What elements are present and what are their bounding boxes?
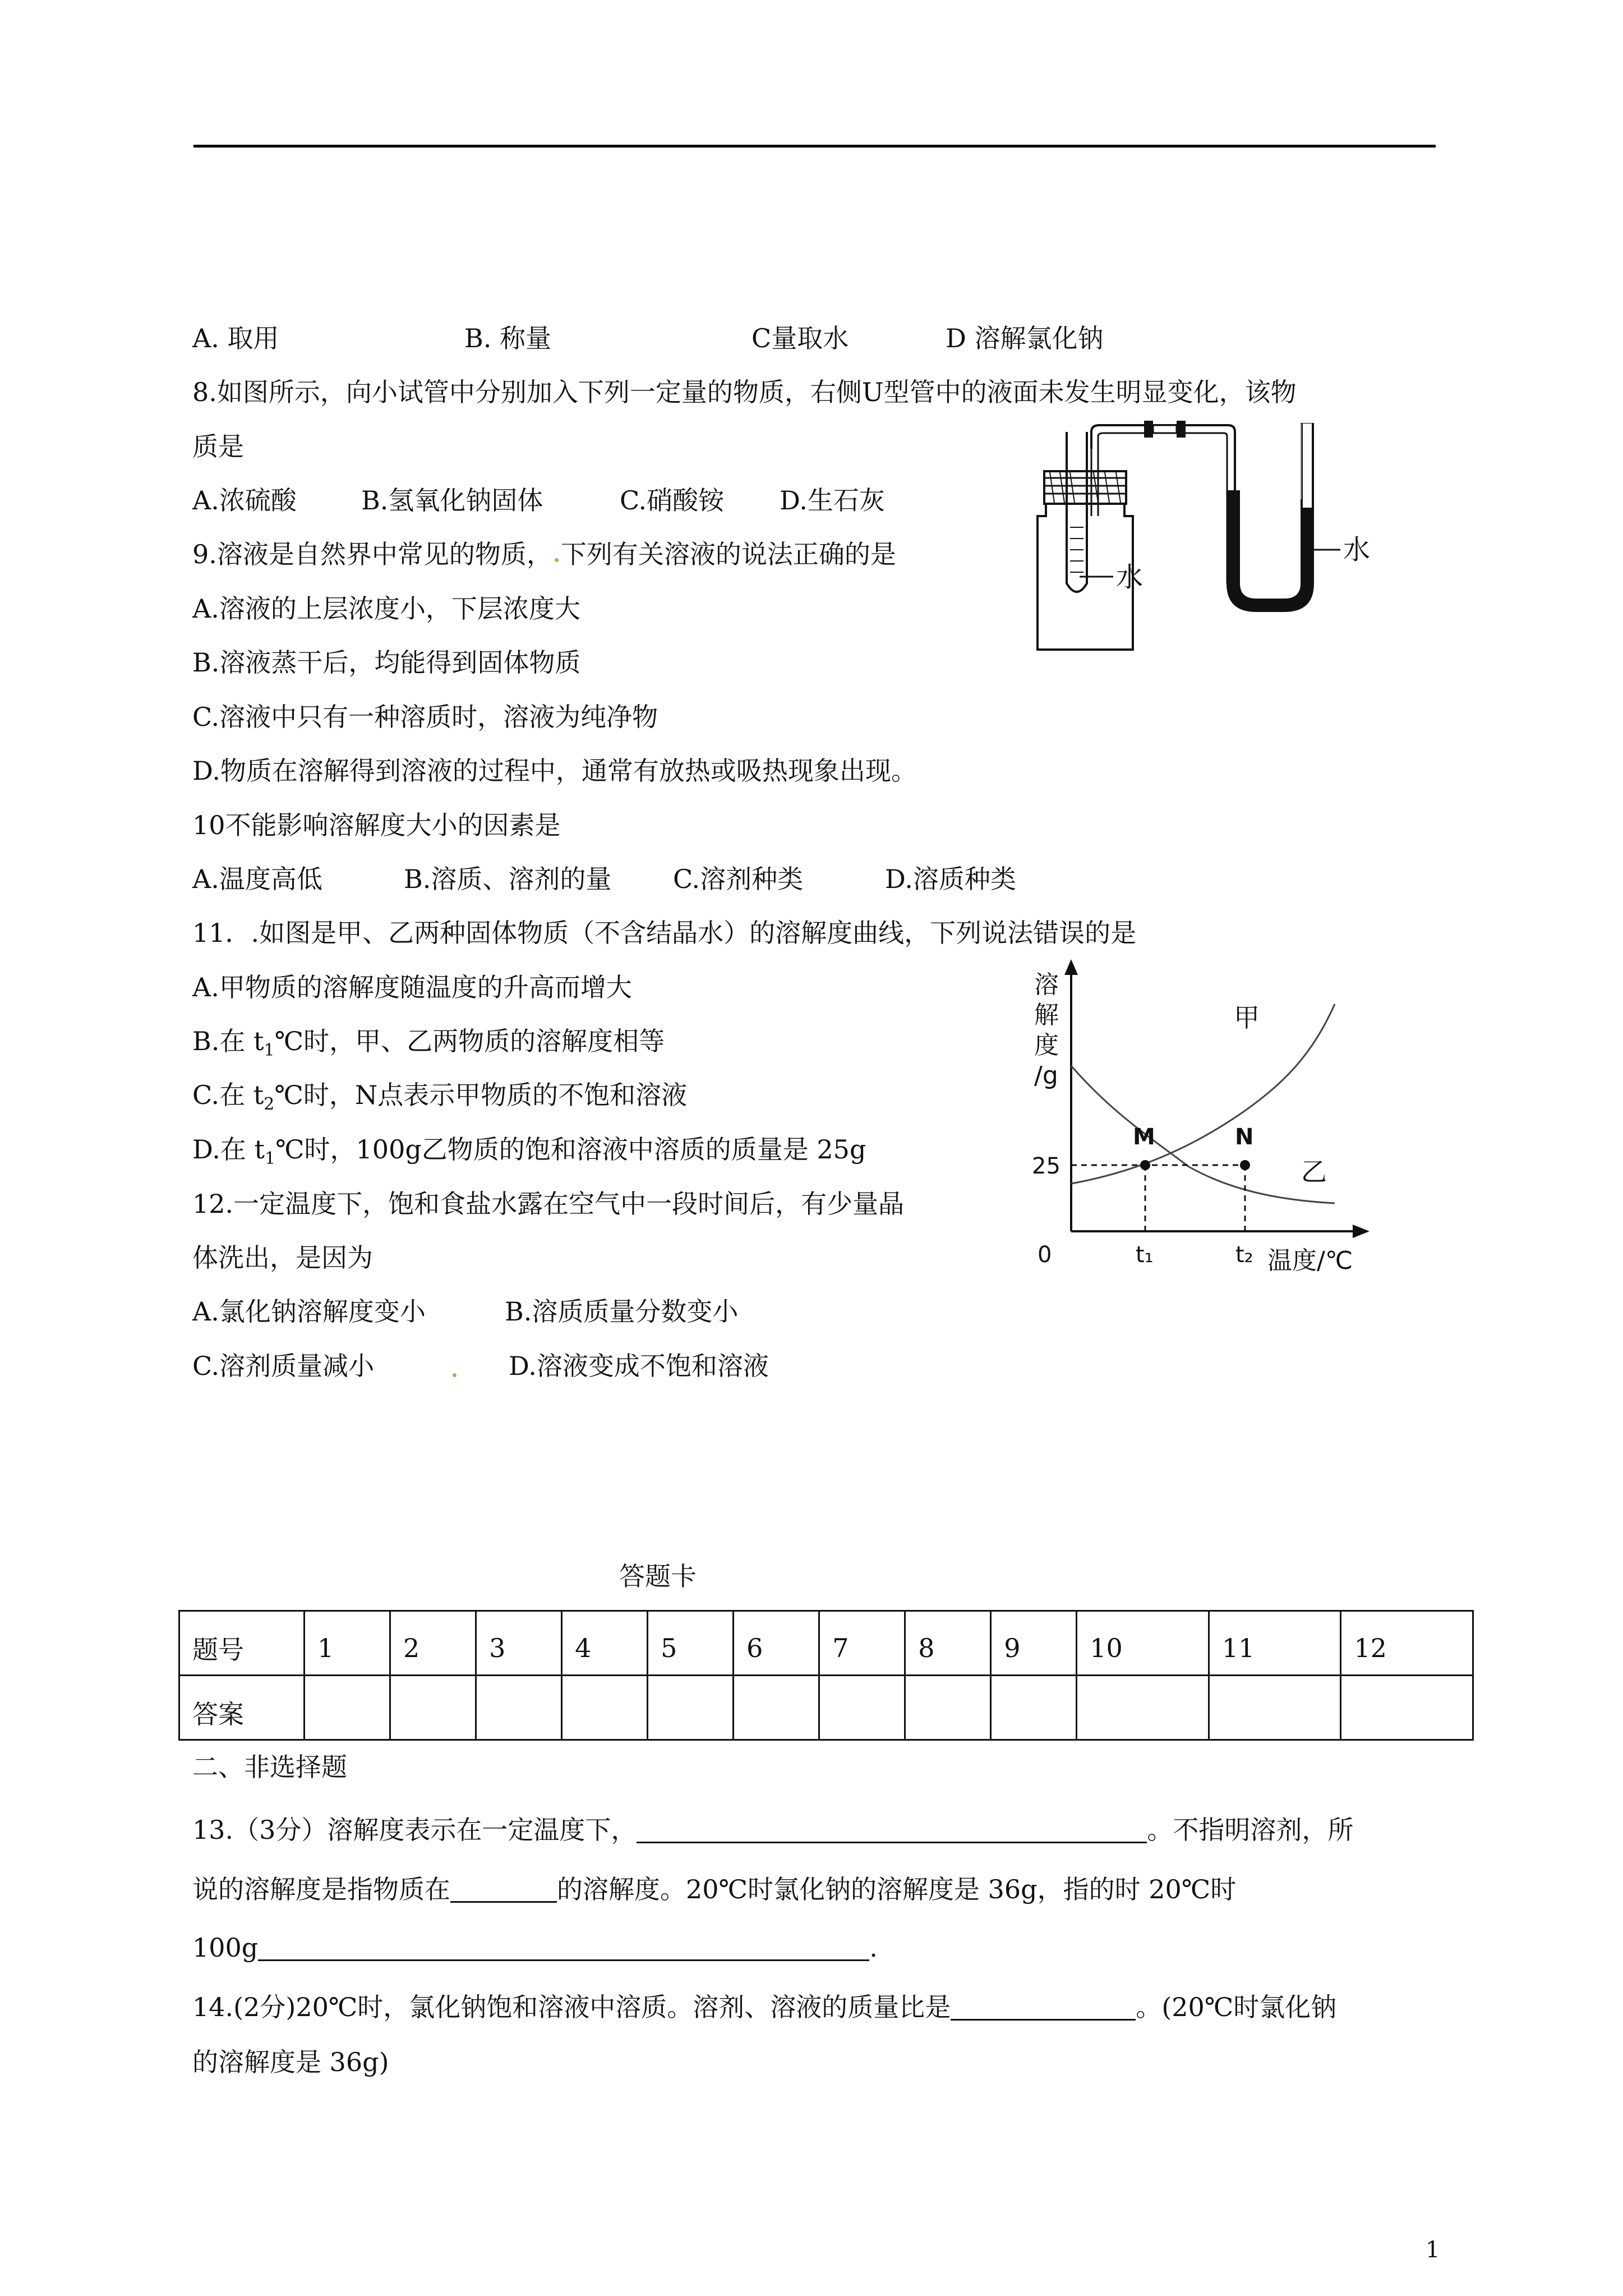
q11-stem: 11．.如图是甲、乙两种固体物质（不含结晶水）的溶解度曲线，下列说法错误的是 (192, 918, 1137, 948)
header-rule (193, 145, 1436, 148)
q9-option-a: A.溶液的上层浓度小，下层浓度大 (192, 593, 580, 624)
q10-option-d: D.溶质种类 (885, 864, 1016, 894)
answer-cell[interactable] (1209, 1676, 1341, 1740)
y-axis-label-4: /g (1034, 1061, 1058, 1090)
point-M-label: M (1133, 1124, 1155, 1150)
answer-cell[interactable] (734, 1676, 819, 1740)
x-axis-label: 温度/℃ (1267, 1246, 1353, 1275)
question-number: 8 (905, 1611, 991, 1676)
q12-option-b: B.溶质质量分数变小 (505, 1296, 739, 1327)
q12-option-c: C.溶剂质量减小 (192, 1351, 375, 1381)
u-tube (1227, 424, 1313, 611)
q11-option-d: D.在 $t_1℃$时，100g乙物质的饱和溶液中溶质的质量是 25g (192, 1134, 866, 1168)
q13-line2: 说的溶解度是指物质在 的溶解度。20℃时氯化钠的溶解度是 36g，指的时 20℃时 (192, 1874, 1237, 1904)
answer-cell[interactable] (648, 1676, 734, 1740)
q13-blank-3[interactable] (258, 1934, 869, 1961)
q8-option-b: B.氢氧化钠固体 (361, 485, 543, 516)
q11-option-a: A.甲物质的溶解度随温度的升高而增大 (192, 972, 632, 1002)
series-yi-label: 乙 (1301, 1157, 1327, 1187)
q8-option-a: A.浓硫酸 (192, 485, 297, 516)
q12-stem-line2: 体洗出，是因为 (192, 1243, 373, 1273)
q11-option-c: C.在 $t_2℃$时，N点表示甲物质的不饱和溶液 (192, 1080, 688, 1114)
answer-cell[interactable] (305, 1676, 390, 1740)
q8-stem-line1: 8.如图所示，向小试管中分别加入下列一定量的物质，右侧U型管中的液面未发生明显变化，该物 (192, 377, 1297, 407)
q14-line2: 的溶解度是 36g) (192, 2047, 389, 2077)
q7-option-a: A. 取用 (192, 323, 279, 353)
solubility-chart (1021, 954, 1380, 1290)
x-tick-t2: t₂ (1235, 1242, 1253, 1268)
table-row (179, 1676, 1473, 1740)
q13-line3: 100g . (192, 1932, 878, 1963)
answer-cell[interactable] (390, 1676, 476, 1740)
question-number: 3 (476, 1611, 562, 1676)
question-number: 10 (1077, 1611, 1209, 1676)
q10-stem: 10不能影响溶解度大小的因素是 (192, 810, 561, 840)
question-number: 7 (819, 1611, 905, 1676)
q10-option-c: C.溶剂种类 (673, 864, 804, 894)
q10-option-b: B.溶质、溶剂的量 (404, 864, 612, 894)
point-N-label: N (1235, 1124, 1254, 1150)
series-jia-curve (1071, 1004, 1335, 1184)
section2-heading: 二、非选择题 (192, 1752, 347, 1782)
answer-card-title: 答题卡 (619, 1561, 697, 1591)
x-tick-t1: t₁ (1136, 1242, 1154, 1268)
answer-cell[interactable] (819, 1676, 905, 1740)
q8-option-c: C.硝酸铵 (620, 485, 725, 516)
q8-stem-line2: 质是 (192, 431, 244, 462)
answer-cell[interactable] (562, 1676, 648, 1740)
table-row (179, 1611, 1473, 1676)
q9-option-b: B.溶液蒸干后，均能得到固体物质 (192, 647, 581, 678)
answer-cell[interactable] (991, 1676, 1077, 1740)
q12-stem-line1: 12.一定温度下，饱和食盐水露在空气中一段时间后，有少量晶 (192, 1189, 905, 1219)
q8-apparatus-figure (1026, 415, 1385, 656)
y-axis-label-2: 解 (1034, 1001, 1059, 1029)
point-N (1240, 1160, 1250, 1170)
series-yi-curve (1071, 1066, 1335, 1203)
q12-option-a: A.氯化钠溶解度变小 (192, 1296, 426, 1327)
question-number: 11 (1209, 1611, 1341, 1676)
question-number: 5 (648, 1611, 734, 1676)
y-axis-label-1: 溶 (1034, 970, 1059, 999)
question-number: 9 (991, 1611, 1077, 1676)
stopper (1044, 471, 1126, 504)
answer-cell[interactable] (1341, 1676, 1473, 1740)
series-jia-label: 甲 (1234, 1002, 1260, 1033)
answer-cell[interactable] (476, 1676, 562, 1740)
answer-cell[interactable] (1077, 1676, 1209, 1740)
label-water-tube: 水 (1116, 562, 1144, 593)
q7-option-b: B. 称量 (464, 323, 552, 353)
origin-label: 0 (1038, 1242, 1052, 1268)
q8-option-d: D.生石灰 (780, 485, 885, 516)
row-label-number: 题号 (179, 1611, 305, 1676)
q9-option-d: D.物质在溶解得到溶液的过程中，通常有放热或吸热现象出现。 (192, 756, 917, 786)
y-axis-label-3: 度 (1034, 1031, 1059, 1060)
question-number: 1 (305, 1611, 390, 1676)
page-number: 1 (1426, 2237, 1440, 2263)
q7-option-c: C量取水 (751, 323, 849, 353)
answer-cell[interactable] (905, 1676, 991, 1740)
q14-blank[interactable] (951, 1993, 1136, 2021)
answer-card-table (178, 1610, 1474, 1741)
point-M (1140, 1160, 1150, 1170)
label-water-u-tube: 水 (1343, 534, 1371, 565)
question-number: 6 (734, 1611, 819, 1676)
test-tube (1067, 432, 1087, 592)
y-tick-25: 25 (1032, 1153, 1061, 1179)
q13-blank-1[interactable] (637, 1816, 1147, 1843)
question-number: 12 (1341, 1611, 1473, 1676)
q13-blank-2[interactable] (450, 1875, 557, 1903)
row-label-answer: 答案 (179, 1676, 305, 1740)
question-number: 2 (390, 1611, 476, 1676)
q14-line1: 14.(2分)20℃时，氯化钠饱和溶液中溶质。溶剂、溶液的质量比是 。(20℃时氯化钠 (192, 1992, 1337, 2022)
q9-option-c: C.溶液中只有一种溶质时，溶液为纯净物 (192, 702, 658, 732)
q10-option-a: A.温度高低 (192, 864, 322, 894)
q13-line1: 13.（3分）溶解度表示在一定温度下， 。不指明溶剂，所 (192, 1815, 1354, 1845)
q11-option-b: B.在 $t_1℃$时，甲、乙两物质的溶解度相等 (192, 1026, 665, 1060)
q12-option-d: D.溶液变成不饱和溶液 (509, 1351, 769, 1381)
question-number: 4 (562, 1611, 648, 1676)
q9-stem: 9.溶液是自然界中常见的物质， 下列有关溶液的说法正确的是 (192, 539, 896, 569)
q7-option-d: D 溶解氯化钠 (946, 323, 1104, 353)
